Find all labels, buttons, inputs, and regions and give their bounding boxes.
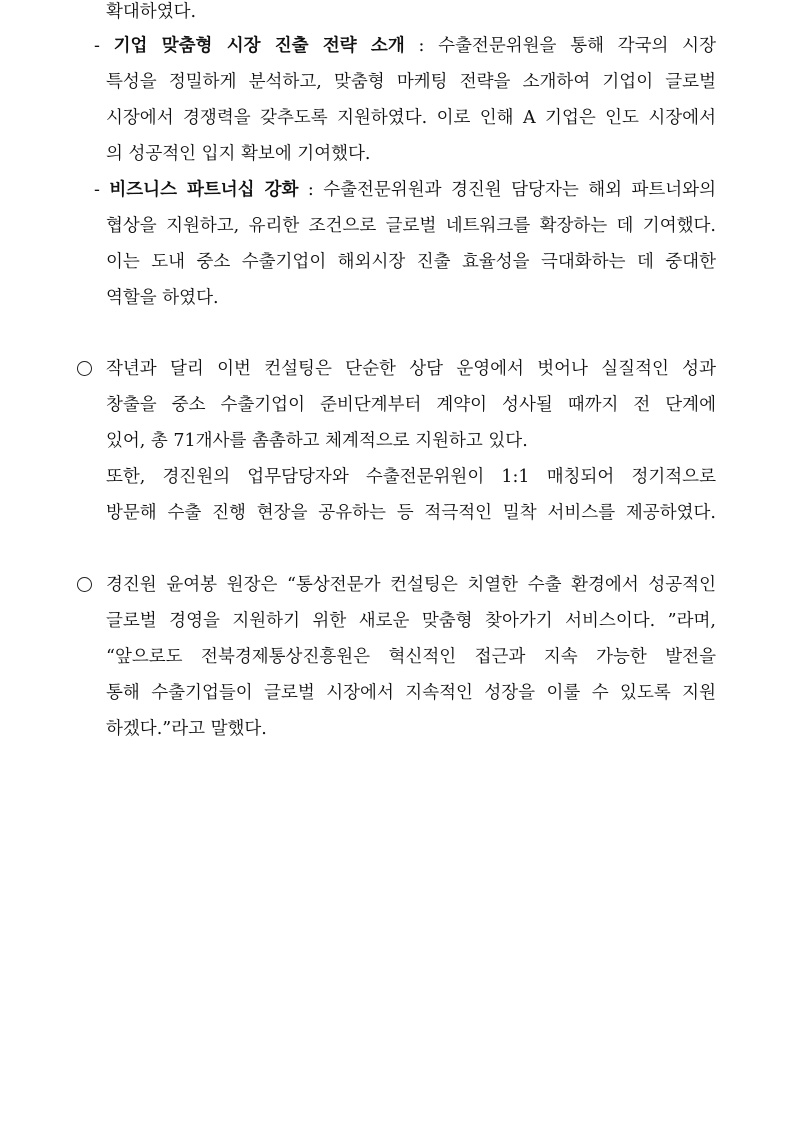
paragraph-1-line-1: 작년과 달리 이번 컨설팅은 단순한 상담 운영에서 벗어나 실질적인 성과 [106, 359, 716, 379]
bullet-2-text: 수출전문위원과 경진원 담당자는 해외 파트너와의 [323, 180, 716, 200]
bullet-2-first-line [94, 178, 716, 202]
bullet-1-dash: - [94, 36, 100, 56]
paragraph-2-line-2: 글로벌 경영을 지원하기 위한 새로운 맞춤형 찾아가기 서비스이다. ”라며, [106, 611, 716, 631]
intro-line: 확대하였다. [106, 2, 197, 22]
paragraph-2-line-4: 통해 수출기업들이 글로벌 시장에서 지속적인 성장을 이룰 수 있도록 지원 [106, 683, 716, 703]
bullet-2-line-3: 이는 도내 중소 수출기업이 해외시장 진출 효율성을 극대화하는 데 중대한 [106, 252, 716, 272]
paragraph-2-circle-icon [77, 577, 92, 592]
paragraph-1-line-3: 있어, 총 71개사를 촘촘하고 체계적으로 지원하고 있다. [106, 431, 528, 451]
bullet-1-text: 수출전문위원을 통해 각국의 시장 [438, 36, 716, 56]
bullet-2-line-2: 협상을 지원하고, 유리한 조건으로 글로벌 네트워크를 확장하는 데 기여했다. [106, 216, 716, 236]
paragraph-1-line-4: 또한, 경진원의 업무담당자와 수출전문위원이 1:1 매칭되어 정기적으로 [106, 467, 716, 487]
paragraph-2-line-3: “앞으로도 전북경제통상진흥원은 혁신적인 접근과 지속 가능한 발전을 [106, 647, 716, 667]
bullet-1-title: 기업 맞춤형 시장 진출 전략 소개 [113, 36, 405, 56]
paragraph-1-circle-icon [77, 361, 92, 376]
paragraph-2-line-1: 경진원 윤여봉 원장은 “통상전문가 컨설팅은 치열한 수출 환경에서 성공적인 [106, 575, 716, 595]
bullet-1-line-2: 특성을 정밀하게 분석하고, 맞춤형 마케팅 전략을 소개하여 기업이 글로벌 [106, 72, 716, 92]
bullet-2-line-4: 역할을 하였다. [106, 288, 219, 308]
paragraph-2-line-5: 하겠다.”라고 말했다. [106, 719, 267, 739]
bullet-2-separator: : [298, 180, 324, 200]
paragraph-1-line-2: 창출을 중소 수출기업이 준비단계부터 계약이 성사될 때까지 전 단계에 [106, 395, 716, 415]
bullet-1-first-line [94, 34, 716, 58]
paragraph-1-line-5: 방문해 수출 진행 현장을 공유하는 등 적극적인 밀착 서비스를 제공하였다. [106, 503, 716, 523]
bullet-1-separator: : [404, 36, 439, 56]
bullet-1-line-3: 시장에서 경쟁력을 갖추도록 지원하였다. 이로 인해 A 기업은 인도 시장에서 [106, 108, 716, 128]
bullet-2-dash: - [94, 180, 100, 200]
bullet-2-title: 비즈니스 파트너십 강화 [109, 180, 299, 200]
bullet-1-line-4: 의 성공적인 입지 확보에 기여했다. [106, 144, 371, 164]
